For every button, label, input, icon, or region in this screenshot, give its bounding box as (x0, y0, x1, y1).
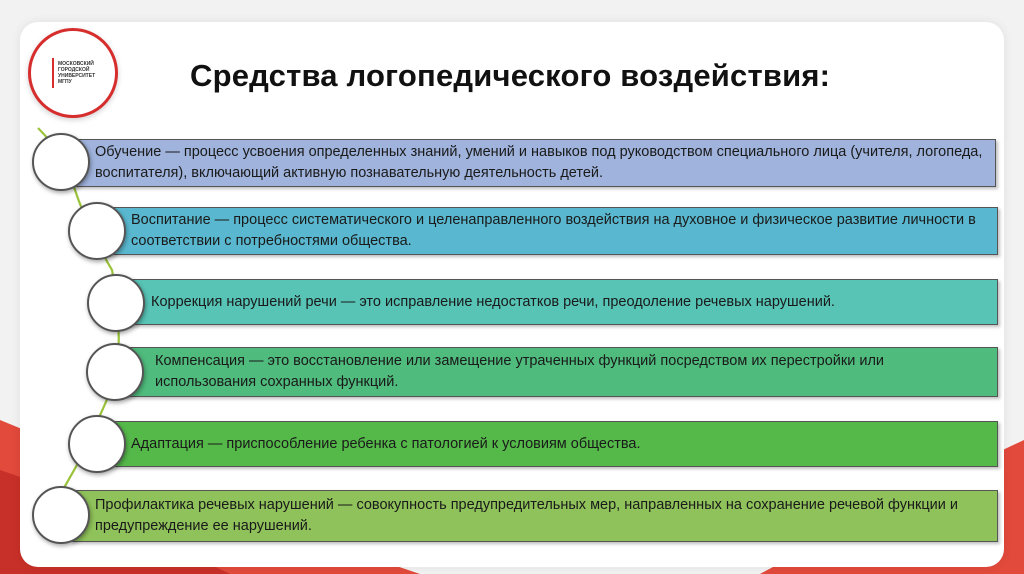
list-item (106, 207, 998, 255)
list-item (70, 490, 998, 542)
bullet-circle (32, 133, 90, 191)
list-item (126, 279, 998, 325)
bullet-circle (87, 274, 145, 332)
item-text: Профилактика речевых нарушений — совокупность предупредительных мер, направленных на сохранение речевой функции и предупреждение ее нарушений. (95, 497, 958, 534)
bullet-circle (86, 343, 144, 401)
slide-title: Средства логопедического воздействия: (190, 58, 831, 93)
bullet-circle (32, 486, 90, 544)
logo-text: МОСКОВСКИЙ ГОРОДСКОЙ УНИВЕРСИТЕТ МГПУ (58, 61, 96, 85)
item-text: Коррекция нарушений речи — это исправление недостатков речи, преодоление речевых нарушений. (151, 293, 835, 310)
item-box (106, 421, 998, 467)
list-item (70, 139, 996, 187)
bullet-circle (68, 202, 126, 260)
item-box (126, 279, 998, 325)
item-box (70, 490, 998, 542)
list-item (124, 347, 998, 397)
item-text: Компенсация — это восстановление или замещение утраченных функций посредством их перестройки или использования сохранных функций. (155, 353, 885, 390)
item-text: Воспитание — процесс систематического и целенаправленного воздействия на духовное и физическое развитие личности в соответствии с потребностями общества. (131, 212, 976, 249)
item-text: Адаптация — приспособление ребенка с патологией к условиям общества. (131, 435, 641, 452)
item-box (106, 207, 998, 255)
item-text: Обучение — процесс усвоения определенных знаний, умений и навыков под руководством специального лица (учителя, логопеда, воспитателя), включающий активную познавательную деятельность детей. (95, 144, 983, 181)
item-box (70, 139, 996, 187)
bullet-circle (68, 415, 126, 473)
item-box (124, 347, 998, 397)
list-item (106, 421, 998, 467)
